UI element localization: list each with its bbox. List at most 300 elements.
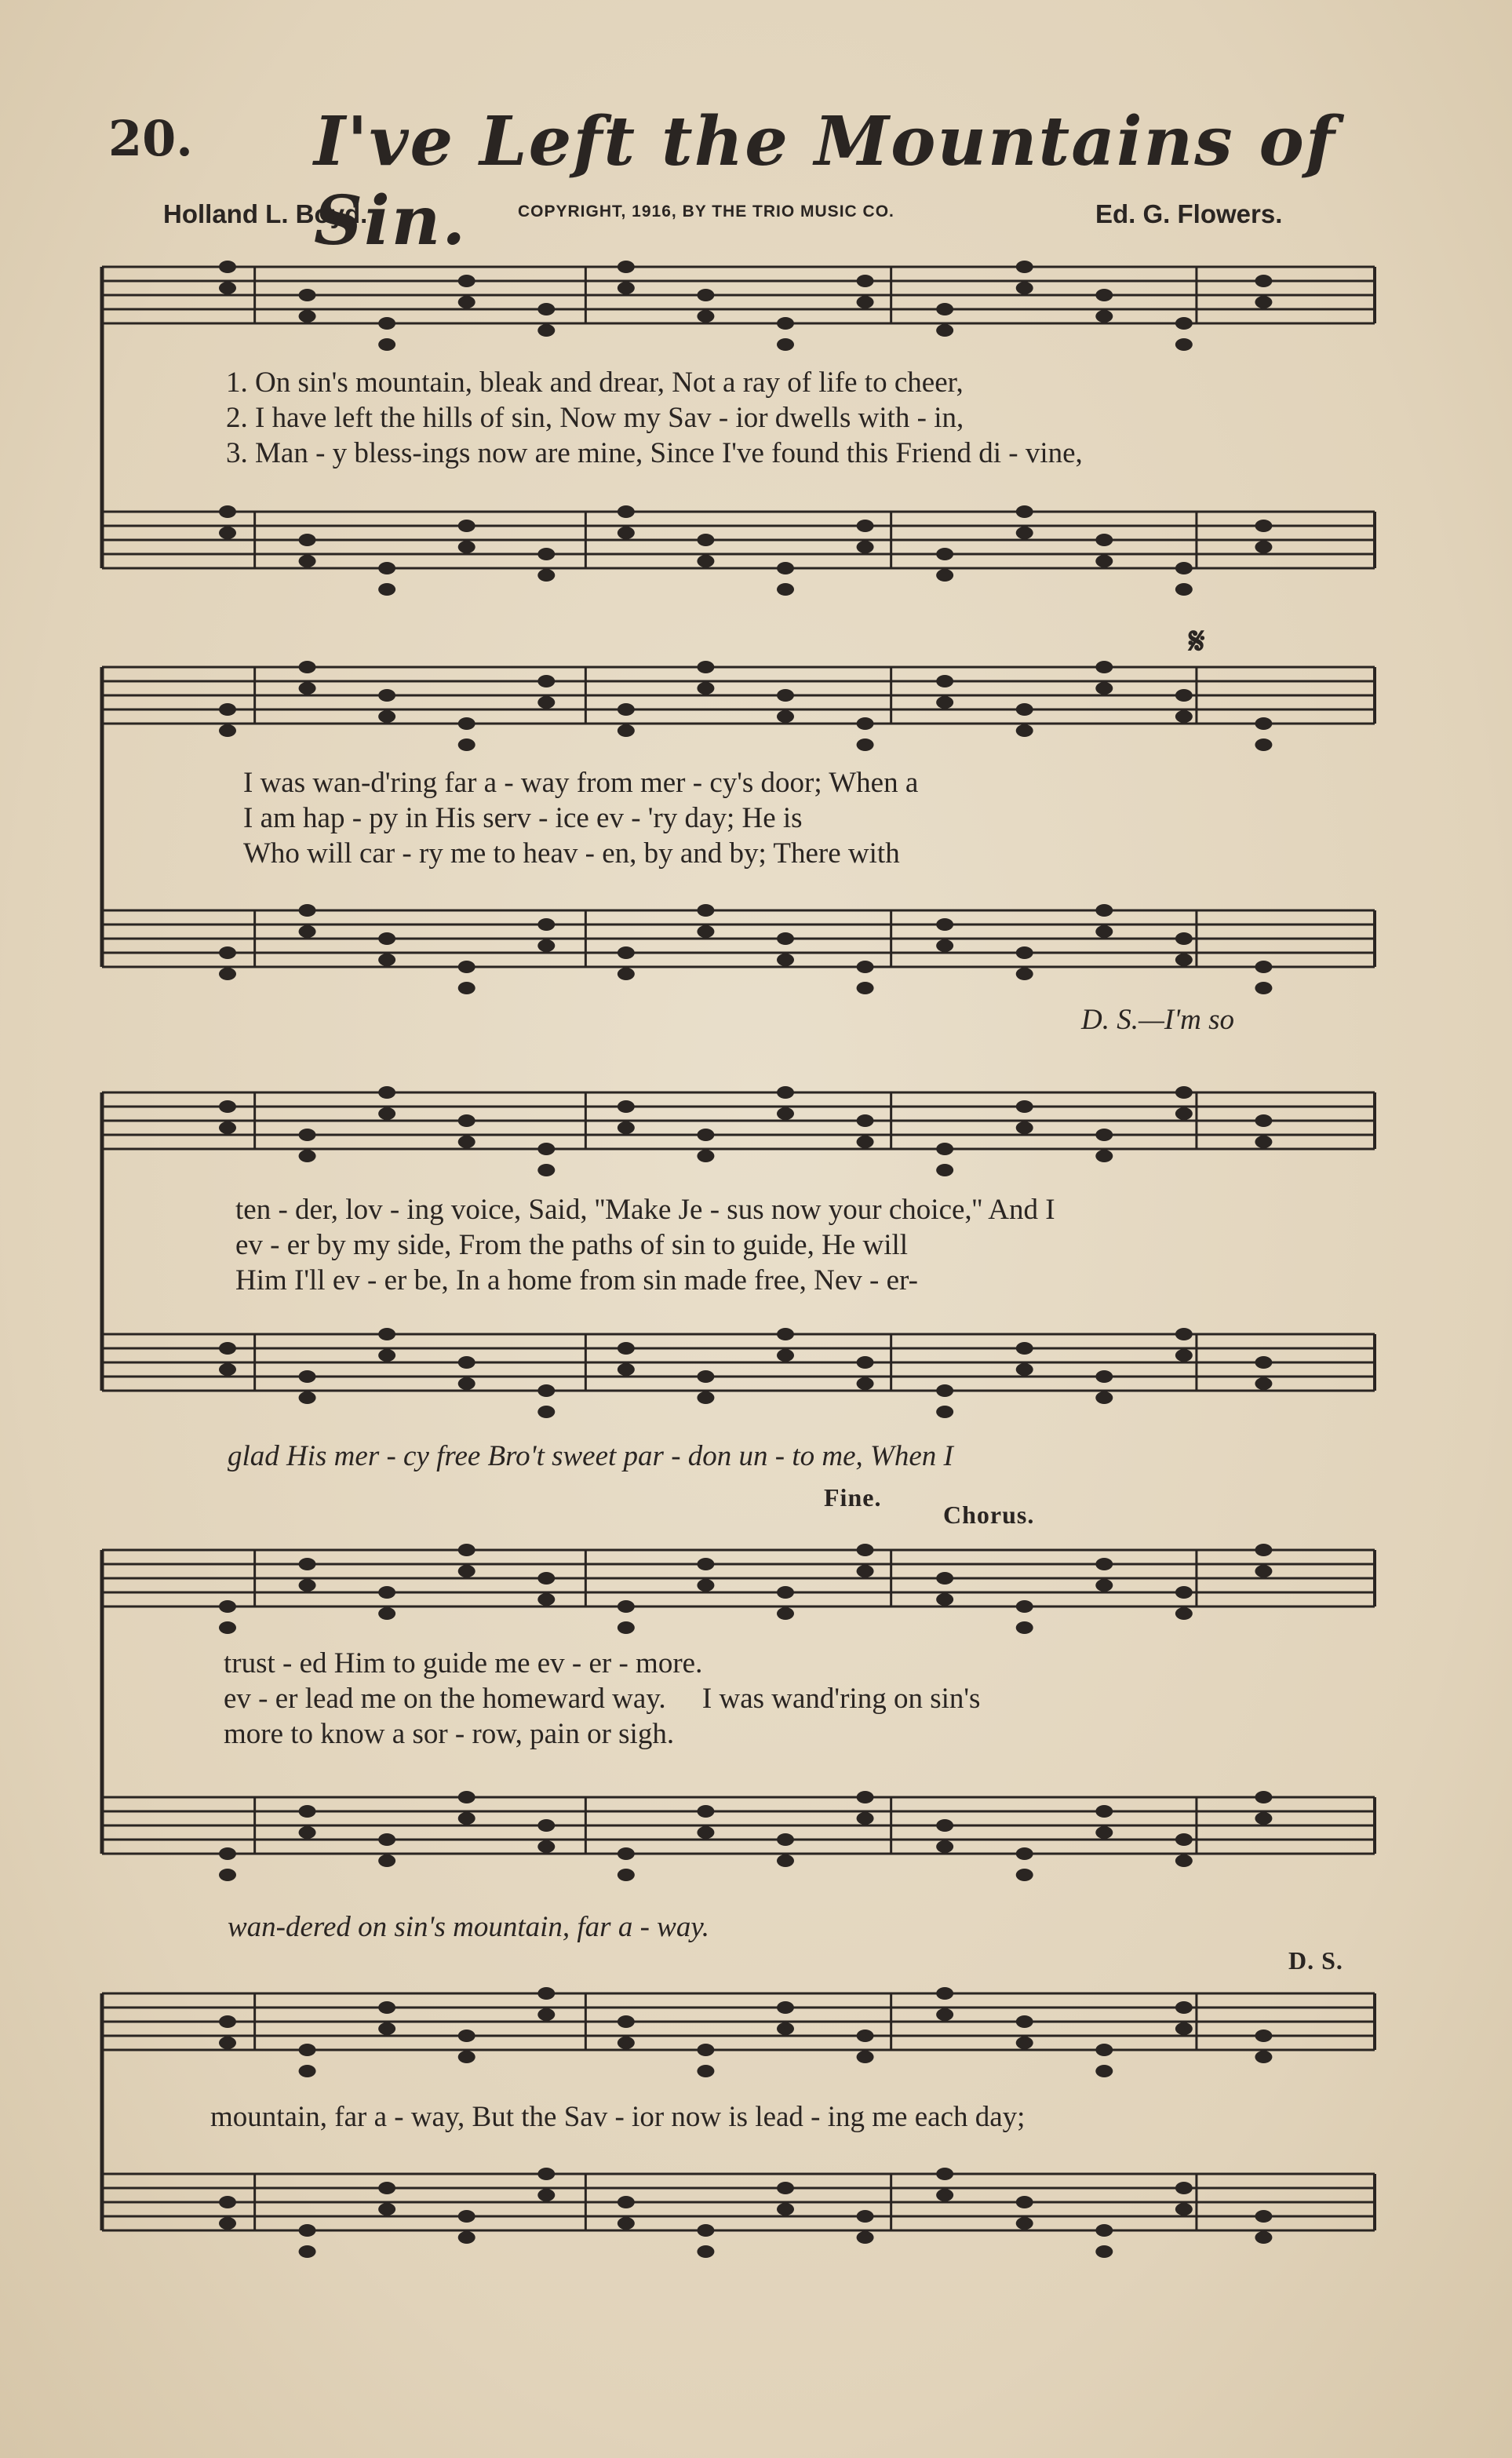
notehead bbox=[857, 717, 874, 730]
notehead bbox=[857, 982, 874, 994]
notehead bbox=[857, 1565, 874, 1577]
notehead bbox=[857, 275, 874, 287]
notehead bbox=[618, 527, 635, 539]
notehead bbox=[219, 1100, 236, 1113]
notehead bbox=[378, 1349, 395, 1362]
notehead bbox=[697, 661, 714, 673]
notehead bbox=[378, 2001, 395, 2014]
system1-verse1: 1. On sin's mountain, bleak and drear, Not a ray of life to cheer, bbox=[226, 367, 964, 399]
notehead bbox=[857, 1114, 874, 1127]
system2-verse2: I am hap - py in His serv - ice ev - 'ry day; He is bbox=[243, 802, 803, 834]
notehead bbox=[936, 1406, 953, 1418]
notehead bbox=[219, 968, 236, 980]
hymn-title: I've Left the Mountains of Sin. bbox=[314, 102, 1336, 261]
notehead bbox=[697, 2044, 714, 2056]
notehead bbox=[219, 1847, 236, 1860]
notehead bbox=[299, 534, 316, 546]
notehead bbox=[857, 2231, 874, 2244]
notehead bbox=[697, 2245, 714, 2258]
notehead bbox=[857, 520, 874, 532]
notehead bbox=[697, 1150, 714, 1162]
notehead bbox=[1175, 2022, 1193, 2035]
system1-verse2: 2. I have left the hills of sin, Now my Sav - ior dwells with - in, bbox=[226, 402, 964, 434]
ds-line-system4: wan-dered on sin's mountain, far a - way. bbox=[228, 1911, 709, 1943]
notehead bbox=[857, 1791, 874, 1803]
notehead bbox=[537, 1143, 555, 1155]
notehead bbox=[1016, 968, 1033, 980]
notehead bbox=[219, 505, 236, 518]
notehead bbox=[618, 2217, 635, 2230]
notehead bbox=[378, 954, 395, 966]
notehead bbox=[1175, 1586, 1193, 1599]
notehead bbox=[299, 2224, 316, 2237]
notehead bbox=[1016, 1621, 1033, 1634]
notehead bbox=[618, 261, 635, 273]
notehead bbox=[936, 1384, 953, 1397]
notehead bbox=[378, 338, 395, 351]
notehead bbox=[1095, 661, 1113, 673]
notehead bbox=[857, 738, 874, 751]
notehead bbox=[458, 1544, 475, 1556]
notehead bbox=[219, 261, 236, 273]
notehead bbox=[1016, 1342, 1033, 1355]
notehead bbox=[1095, 555, 1113, 567]
notehead bbox=[1175, 338, 1193, 351]
notehead bbox=[777, 1586, 794, 1599]
notehead bbox=[857, 1812, 874, 1825]
notehead bbox=[936, 303, 953, 315]
notehead bbox=[1175, 2203, 1193, 2215]
notehead bbox=[936, 939, 953, 952]
notehead bbox=[1095, 1826, 1113, 1839]
notehead bbox=[378, 932, 395, 945]
notehead bbox=[1255, 1565, 1272, 1577]
notehead bbox=[378, 1854, 395, 1867]
notehead bbox=[936, 918, 953, 931]
notehead bbox=[537, 2168, 555, 2180]
notehead bbox=[458, 982, 475, 994]
notehead bbox=[1016, 946, 1033, 959]
notehead bbox=[777, 2203, 794, 2215]
notehead bbox=[697, 1558, 714, 1570]
notehead bbox=[1175, 1854, 1193, 1867]
notehead bbox=[777, 2022, 794, 2035]
notehead bbox=[299, 2044, 316, 2056]
notehead bbox=[777, 2001, 794, 2014]
notehead bbox=[1095, 1391, 1113, 1404]
notehead bbox=[1175, 1107, 1193, 1120]
segno-sign: 𝄋 bbox=[1189, 621, 1206, 662]
notehead bbox=[299, 1370, 316, 1383]
notehead bbox=[697, 1826, 714, 1839]
notehead bbox=[537, 1819, 555, 1832]
notehead bbox=[219, 282, 236, 294]
notehead bbox=[777, 338, 794, 351]
notehead bbox=[219, 946, 236, 959]
notehead bbox=[1175, 562, 1193, 574]
notehead bbox=[618, 703, 635, 716]
notehead bbox=[299, 1391, 316, 1404]
notehead bbox=[378, 1607, 395, 1620]
notehead bbox=[299, 310, 316, 323]
notehead bbox=[299, 1805, 316, 1818]
notehead bbox=[1175, 1607, 1193, 1620]
notehead bbox=[219, 2196, 236, 2208]
lyricist: Holland L. Boyd. bbox=[163, 199, 368, 228]
notehead bbox=[1255, 1812, 1272, 1825]
notehead bbox=[777, 689, 794, 702]
notehead bbox=[458, 275, 475, 287]
copyright-notice: COPYRIGHT, 1916, BY THE TRIO MUSIC CO. bbox=[518, 202, 894, 221]
ds-line-system3: glad His mer - cy free Bro't sweet par - don un - to me, When I bbox=[228, 1440, 953, 1472]
notehead bbox=[378, 2022, 395, 2035]
notehead bbox=[219, 1363, 236, 1376]
notehead bbox=[1016, 2217, 1033, 2230]
notehead bbox=[936, 548, 953, 560]
notehead bbox=[697, 1370, 714, 1383]
notehead bbox=[299, 1150, 316, 1162]
notehead bbox=[936, 1840, 953, 1853]
notehead bbox=[697, 1391, 714, 1404]
notehead bbox=[1016, 261, 1033, 273]
notehead bbox=[1095, 289, 1113, 301]
notehead bbox=[378, 1586, 395, 1599]
notehead bbox=[1255, 520, 1272, 532]
fine-mark: Fine. bbox=[824, 1483, 882, 1512]
notehead bbox=[1255, 2029, 1272, 2042]
hymn-number: 20. bbox=[108, 110, 193, 167]
notehead bbox=[1095, 2044, 1113, 2056]
notehead bbox=[378, 2203, 395, 2215]
notehead bbox=[378, 710, 395, 723]
notehead bbox=[936, 2008, 953, 2021]
notehead bbox=[219, 1621, 236, 1634]
notehead bbox=[697, 2065, 714, 2077]
notehead bbox=[777, 932, 794, 945]
notehead bbox=[1255, 982, 1272, 994]
notehead bbox=[618, 2015, 635, 2028]
notehead bbox=[537, 918, 555, 931]
notehead bbox=[1095, 1129, 1113, 1141]
notehead bbox=[1255, 2051, 1272, 2063]
notehead bbox=[458, 296, 475, 308]
notehead bbox=[458, 1791, 475, 1803]
system3-verse3: Him I'll ev - er be, In a home from sin made free, Nev - er- bbox=[235, 1264, 918, 1296]
notehead bbox=[936, 2168, 953, 2180]
notehead bbox=[1255, 2231, 1272, 2244]
notehead bbox=[618, 946, 635, 959]
notehead bbox=[936, 1819, 953, 1832]
notehead bbox=[777, 2182, 794, 2194]
notehead bbox=[378, 1833, 395, 1846]
notehead bbox=[1016, 1121, 1033, 1134]
notehead bbox=[1095, 1805, 1113, 1818]
notehead bbox=[219, 1121, 236, 1134]
system4-verse3: more to know a sor - row, pain or sigh. bbox=[224, 1718, 675, 1750]
notehead bbox=[936, 1164, 953, 1176]
notehead bbox=[697, 2224, 714, 2237]
notehead bbox=[618, 1847, 635, 1860]
notehead bbox=[1255, 1544, 1272, 1556]
notehead bbox=[1175, 932, 1193, 945]
notehead bbox=[1175, 1349, 1193, 1362]
notehead bbox=[697, 682, 714, 695]
notehead bbox=[219, 724, 236, 737]
chorus-mark: Chorus. bbox=[943, 1501, 1035, 1529]
notehead bbox=[219, 527, 236, 539]
notehead bbox=[1016, 2037, 1033, 2049]
notehead bbox=[1016, 282, 1033, 294]
notehead bbox=[299, 1129, 316, 1141]
notehead bbox=[1255, 1356, 1272, 1369]
notehead bbox=[936, 675, 953, 687]
notehead bbox=[777, 562, 794, 574]
notehead bbox=[458, 2231, 475, 2244]
notehead bbox=[458, 541, 475, 553]
notehead bbox=[777, 1086, 794, 1099]
notehead bbox=[537, 675, 555, 687]
notehead bbox=[1095, 2065, 1113, 2077]
notehead bbox=[697, 289, 714, 301]
notehead bbox=[1016, 505, 1033, 518]
notehead bbox=[1095, 534, 1113, 546]
notehead bbox=[1175, 954, 1193, 966]
notehead bbox=[777, 1833, 794, 1846]
notehead bbox=[697, 555, 714, 567]
notehead bbox=[857, 1356, 874, 1369]
notehead bbox=[1255, 275, 1272, 287]
notehead bbox=[777, 1607, 794, 1620]
notehead bbox=[697, 904, 714, 917]
notehead bbox=[537, 569, 555, 582]
ds-text-system2: D. S.—I'm so bbox=[1081, 1004, 1234, 1036]
notehead bbox=[458, 738, 475, 751]
notehead bbox=[458, 717, 475, 730]
notehead bbox=[378, 2182, 395, 2194]
notehead bbox=[537, 1987, 555, 2000]
system4-verse2: ev - er lead me on the homeward way. I was wand'ring on sin's bbox=[224, 1683, 981, 1715]
notehead bbox=[936, 569, 953, 582]
ds-mark: D. S. bbox=[1288, 1946, 1343, 1975]
notehead bbox=[378, 1086, 395, 1099]
notehead bbox=[458, 1812, 475, 1825]
notehead bbox=[618, 1621, 635, 1634]
notehead bbox=[618, 505, 635, 518]
notehead bbox=[299, 555, 316, 567]
notehead bbox=[1255, 2210, 1272, 2223]
notehead bbox=[299, 925, 316, 938]
notehead bbox=[299, 904, 316, 917]
notehead bbox=[378, 689, 395, 702]
system5-lyric: mountain, far a - way, But the Sav - ior now is lead - ing me each day; bbox=[210, 2101, 1026, 2133]
notehead bbox=[618, 2196, 635, 2208]
notehead bbox=[1016, 1100, 1033, 1113]
notehead bbox=[936, 1572, 953, 1585]
notehead bbox=[1095, 904, 1113, 917]
notehead bbox=[1255, 296, 1272, 308]
notehead bbox=[697, 925, 714, 938]
notehead bbox=[936, 1987, 953, 2000]
notehead bbox=[697, 534, 714, 546]
notehead bbox=[618, 724, 635, 737]
notehead bbox=[537, 1406, 555, 1418]
notehead bbox=[1095, 1558, 1113, 1570]
notehead bbox=[299, 661, 316, 673]
notehead bbox=[219, 2037, 236, 2049]
notehead bbox=[1016, 1600, 1033, 1613]
notehead bbox=[618, 1363, 635, 1376]
notehead bbox=[1175, 710, 1193, 723]
notehead bbox=[618, 1342, 635, 1355]
notehead bbox=[1175, 2001, 1193, 2014]
notehead bbox=[857, 1377, 874, 1390]
notehead bbox=[1095, 925, 1113, 938]
notehead bbox=[219, 703, 236, 716]
notehead bbox=[219, 1342, 236, 1355]
composer: Ed. G. Flowers. bbox=[1095, 199, 1283, 228]
notehead bbox=[936, 324, 953, 337]
notehead bbox=[1175, 1086, 1193, 1099]
notehead bbox=[537, 1840, 555, 1853]
notehead bbox=[299, 1558, 316, 1570]
notehead bbox=[936, 2189, 953, 2201]
notehead bbox=[537, 696, 555, 709]
notehead bbox=[378, 583, 395, 596]
notehead bbox=[378, 1328, 395, 1340]
system4-verse1: trust - ed Him to guide me ev - er - more. bbox=[224, 1647, 703, 1679]
notehead bbox=[537, 1384, 555, 1397]
notehead bbox=[1255, 717, 1272, 730]
system3-verse1: ten - der, lov - ing voice, Said, ''Make Je - sus now your choice,'' And I bbox=[235, 1194, 1055, 1226]
notehead bbox=[1255, 1377, 1272, 1390]
notehead bbox=[378, 1107, 395, 1120]
notehead bbox=[697, 1805, 714, 1818]
notehead bbox=[219, 2217, 236, 2230]
notehead bbox=[537, 548, 555, 560]
notehead bbox=[777, 1854, 794, 1867]
notehead bbox=[378, 317, 395, 330]
notehead bbox=[1255, 1114, 1272, 1127]
notehead bbox=[857, 2210, 874, 2223]
notehead bbox=[777, 954, 794, 966]
notehead bbox=[458, 1377, 475, 1390]
notehead bbox=[219, 2015, 236, 2028]
notehead bbox=[857, 296, 874, 308]
notehead bbox=[299, 682, 316, 695]
notehead bbox=[537, 1593, 555, 1606]
notehead bbox=[458, 2210, 475, 2223]
notehead bbox=[1016, 703, 1033, 716]
notehead bbox=[777, 1107, 794, 1120]
notehead bbox=[299, 2245, 316, 2258]
notehead bbox=[537, 939, 555, 952]
notehead bbox=[618, 1869, 635, 1881]
notehead bbox=[777, 583, 794, 596]
notehead bbox=[1016, 1363, 1033, 1376]
notehead bbox=[458, 961, 475, 973]
notehead bbox=[458, 2051, 475, 2063]
notehead bbox=[299, 2065, 316, 2077]
notehead bbox=[458, 1136, 475, 1148]
notehead bbox=[1095, 1370, 1113, 1383]
notehead bbox=[618, 1121, 635, 1134]
notehead bbox=[1016, 2196, 1033, 2208]
notehead bbox=[1175, 583, 1193, 596]
notehead bbox=[1175, 317, 1193, 330]
notehead bbox=[537, 2189, 555, 2201]
notehead bbox=[537, 303, 555, 315]
notehead bbox=[857, 961, 874, 973]
notehead bbox=[1175, 1833, 1193, 1846]
notehead bbox=[219, 1869, 236, 1881]
notehead bbox=[857, 1136, 874, 1148]
notehead bbox=[1016, 724, 1033, 737]
notehead bbox=[618, 968, 635, 980]
notehead bbox=[936, 696, 953, 709]
notehead bbox=[1175, 2182, 1193, 2194]
notehead bbox=[458, 1565, 475, 1577]
notehead bbox=[777, 1328, 794, 1340]
notehead bbox=[1175, 1328, 1193, 1340]
notehead bbox=[1095, 310, 1113, 323]
notehead bbox=[1255, 1136, 1272, 1148]
notehead bbox=[857, 541, 874, 553]
notehead bbox=[1095, 2245, 1113, 2258]
notehead bbox=[618, 2037, 635, 2049]
notehead bbox=[1016, 527, 1033, 539]
notehead bbox=[1255, 541, 1272, 553]
notehead bbox=[1095, 2224, 1113, 2237]
notehead bbox=[537, 324, 555, 337]
notehead bbox=[299, 1579, 316, 1592]
notehead bbox=[537, 1572, 555, 1585]
notehead bbox=[618, 1600, 635, 1613]
notehead bbox=[537, 2008, 555, 2021]
notehead bbox=[458, 1356, 475, 1369]
notehead bbox=[936, 1143, 953, 1155]
notehead bbox=[857, 2029, 874, 2042]
notehead bbox=[299, 1826, 316, 1839]
notehead bbox=[777, 1349, 794, 1362]
notehead bbox=[458, 520, 475, 532]
notehead bbox=[219, 1600, 236, 1613]
notehead bbox=[299, 289, 316, 301]
notehead bbox=[618, 282, 635, 294]
system2-verse3: Who will car - ry me to heav - en, by and by; There with bbox=[243, 837, 900, 870]
notehead bbox=[458, 2029, 475, 2042]
notehead bbox=[1016, 2015, 1033, 2028]
notehead bbox=[857, 1544, 874, 1556]
notehead bbox=[697, 1129, 714, 1141]
notehead bbox=[1095, 1579, 1113, 1592]
notehead bbox=[1255, 1791, 1272, 1803]
notehead bbox=[1095, 1150, 1113, 1162]
notehead bbox=[697, 310, 714, 323]
notehead bbox=[1095, 682, 1113, 695]
notehead bbox=[458, 1114, 475, 1127]
notehead bbox=[936, 1593, 953, 1606]
notehead bbox=[1255, 961, 1272, 973]
system1-verse3: 3. Man - y bless-ings now are mine, Since I've found this Friend di - vine, bbox=[226, 437, 1083, 469]
notehead bbox=[1016, 1869, 1033, 1881]
notehead bbox=[777, 710, 794, 723]
notehead bbox=[618, 1100, 635, 1113]
notehead bbox=[378, 562, 395, 574]
system3-verse2: ev - er by my side, From the paths of sin to guide, He will bbox=[235, 1229, 909, 1261]
notehead bbox=[1175, 689, 1193, 702]
system2-verse1: I was wan-d'ring far a - way from mer - cy's door; When a bbox=[243, 767, 919, 799]
notehead bbox=[1016, 1847, 1033, 1860]
